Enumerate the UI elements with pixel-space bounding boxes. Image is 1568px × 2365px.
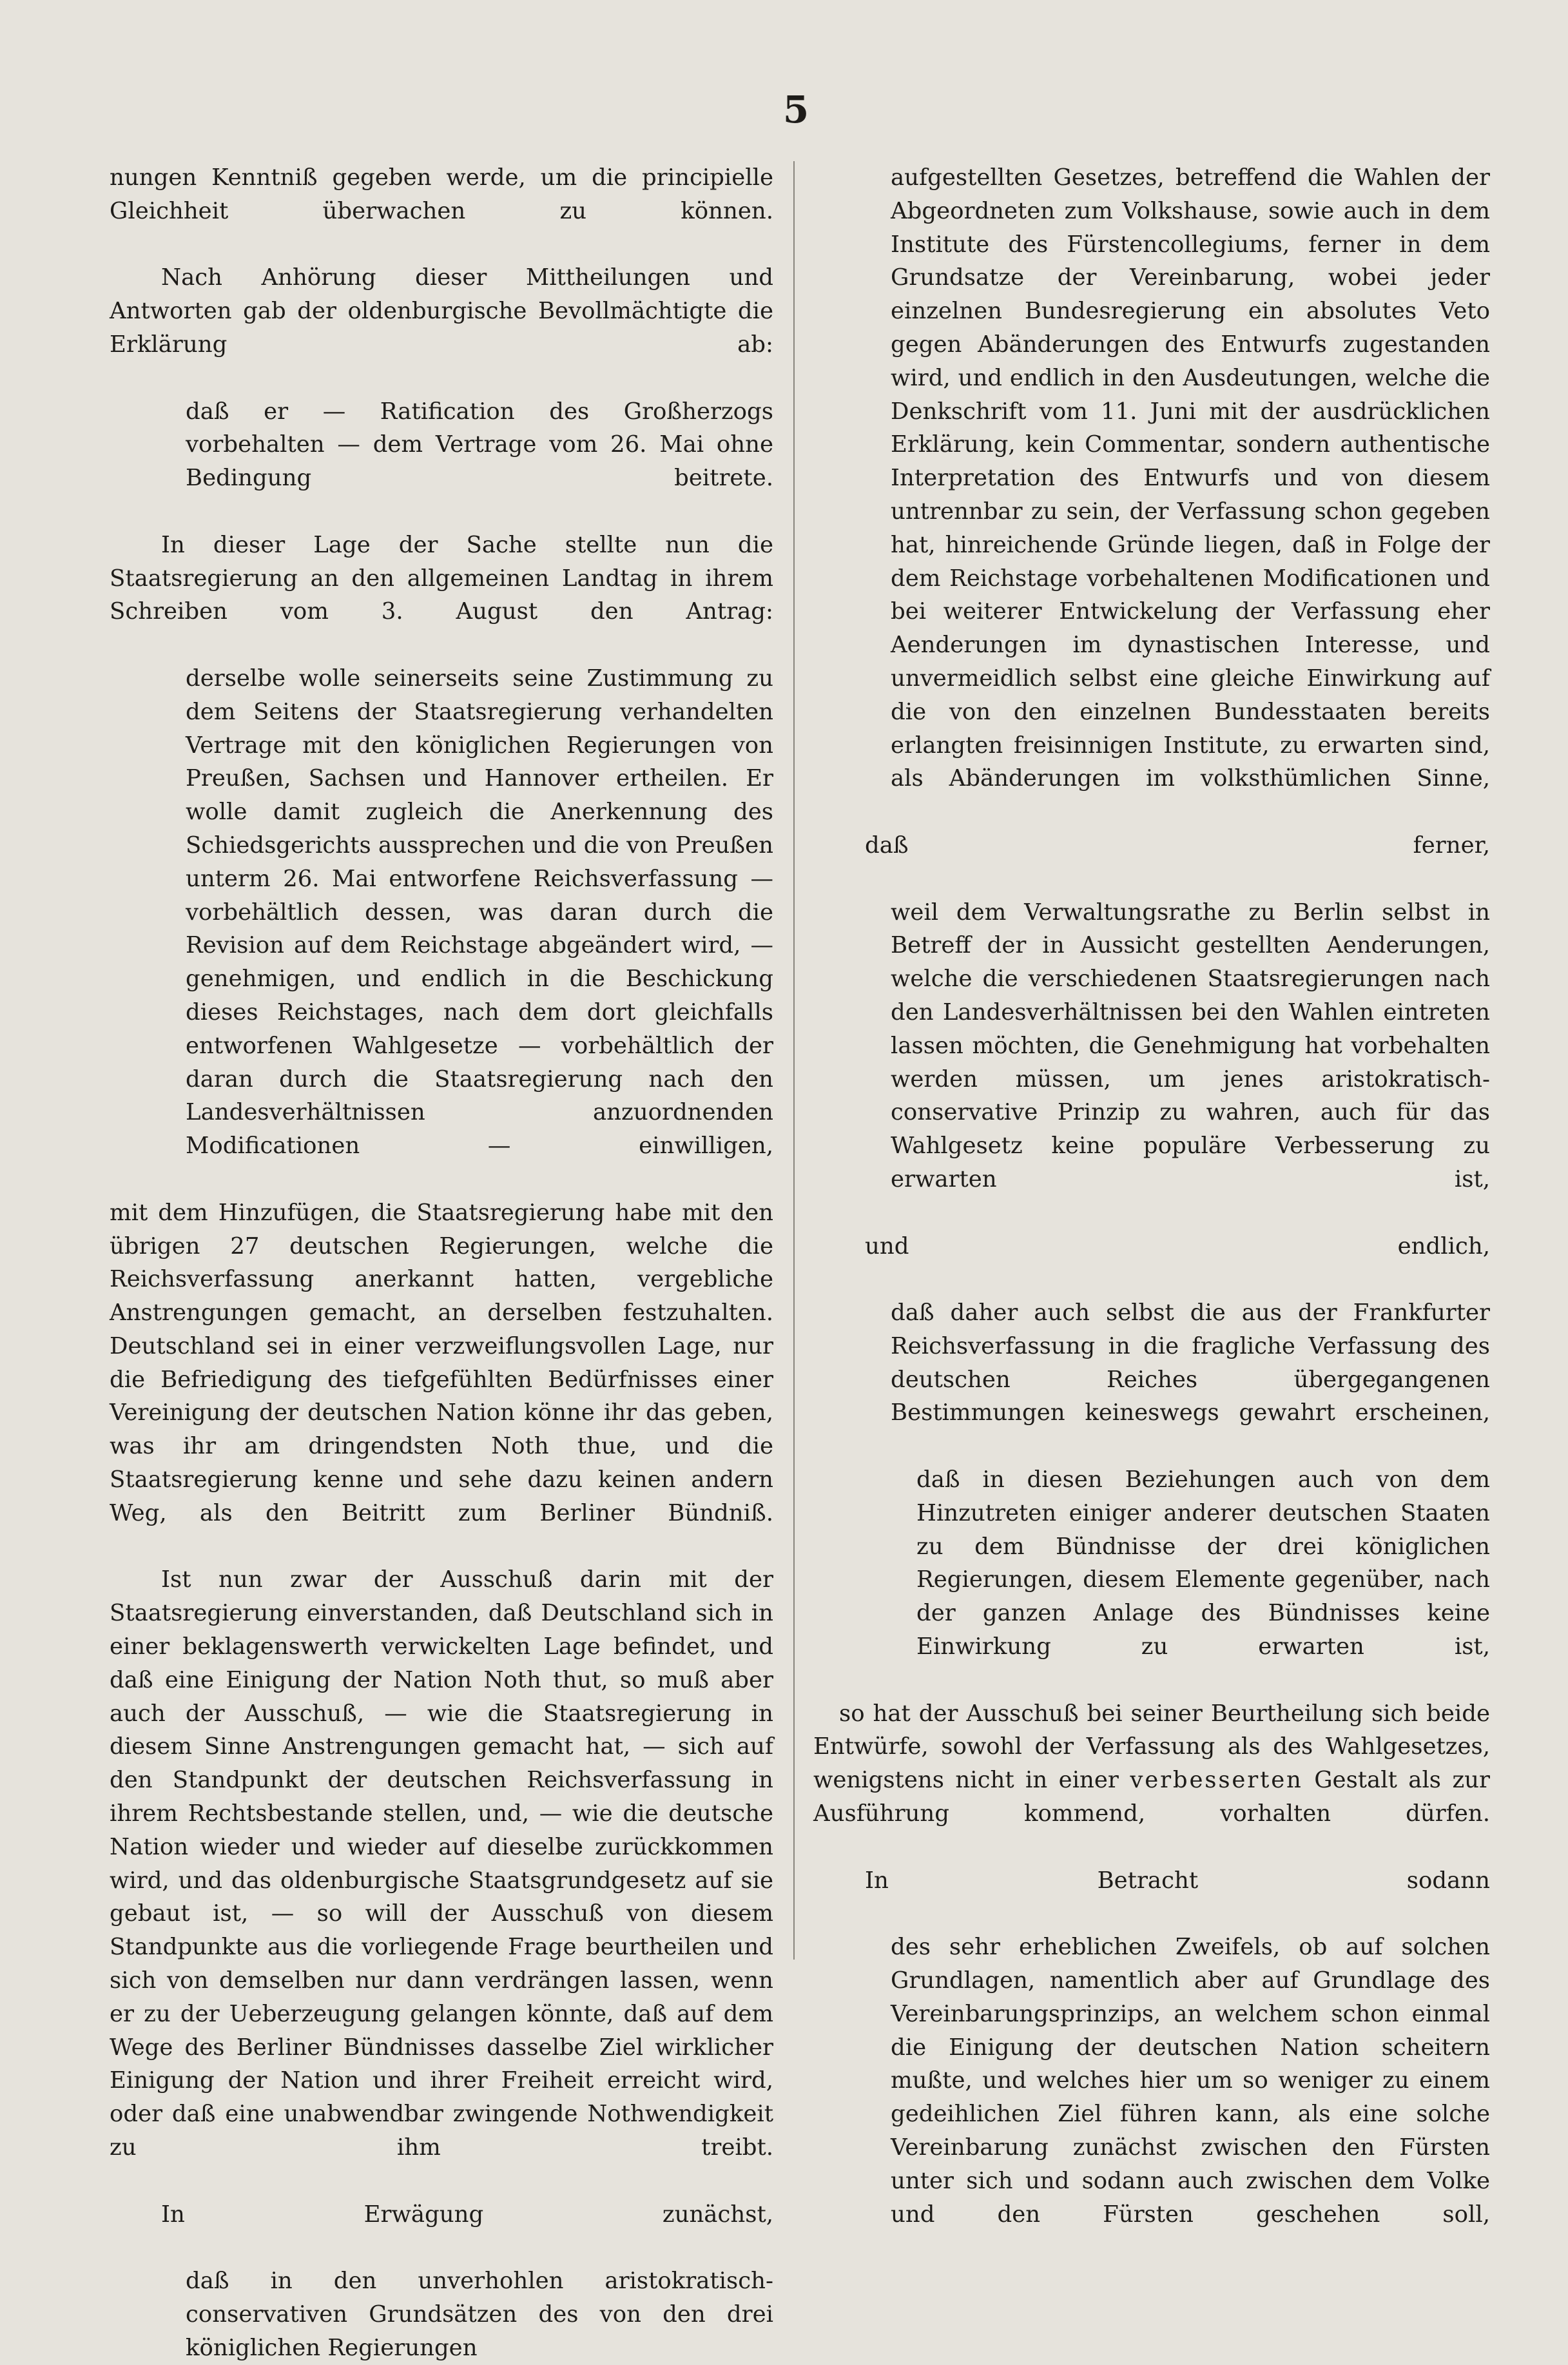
conclusion-text-a: so hat der Ausschuß bei seiner Beurtheilung sich beide Entwürfe, sowohl der Verfassung als des Wahlgesetzes, wenigstens nicht in einer	[813, 1700, 1490, 1794]
conclusion-paragraph	[813, 1697, 1490, 1864]
paragraph: des sehr erheblichen Zweifels, ob auf solchen Grundlagen, namentlich aber auf Grundlage des Vereinbarungsprinzips, an welchem schon einmal die Einigung der deutschen Nation scheitern mußte, und welches hier um so weniger zu einem gedeihlichen Ziel führen kann, als eine solche Vereinbarung zunächst zwischen den Fürsten unter sich und sodann auch zwischen dem Volke und den Fürsten geschehen soll,	[891, 1934, 1490, 2228]
paragraph: Nach Anhörung dieser Mittheilungen und Antworten gab der oldenburgische Bevollmächtigte die Erklärung ab:	[110, 264, 773, 358]
paragraph-heading: daß ferner,	[865, 832, 1490, 859]
paragraph-heading: In Erwägung zunächst,	[161, 2201, 773, 2228]
paragraph: In dieser Lage der Sache stellte nun die Staatsregierung an den allgemeinen Landtag in ihrem Schreiben vom 3. August den Antrag:	[110, 531, 773, 625]
paragraph: aufgestellten Gesetzes, betreffend die Wahlen der Abgeordneten zum Volkshause, sowie auch in dem Institute des Fürstencollegiums, ferner in dem Grundsatze der Vereinbarung, wobei jeder einzelnen Bundesregierung ein absolutes Veto gegen Abänderungen des Entwurfs zugestanden wird, und endlich in den Ausdeutungen, welche die Denkschrift vom 11. Juni mit der ausdrücklichen Erklärung, kein Commentar, sondern authentische Interpretation des Entwurfs und von diesem untrennbar zu sein, der Verfassung schon gegeben hat, hinreichende Gründe liegen, daß in Folge der dem Reichstage vorbehaltenen Modificationen und bei weiterer Entwickelung der Verfassung eher Aenderungen im dynastischen Interesse, und unvermeidlich selbst eine gleiche Einwirkung auf die von den einzelnen Bundesstaaten bereits erlangten freisinnigen Institute, zu erwarten sind, als Abänderungen im volksthümlichen Sinne,	[891, 164, 1490, 792]
paragraph: daß in diesen Beziehungen auch von dem Hinzutreten einiger anderer deutschen Staaten zu dem Bündnisse der drei königlichen Regierungen, diesem Elemente gegenüber, nach der ganzen Anlage des Bündnisses keine Einwirkung zu erwarten ist,	[916, 1466, 1490, 1660]
page-number: 5	[782, 88, 809, 131]
conclusion-text-b: Gestalt als zur Ausführung kommend, vorhalten dürfen.	[813, 1767, 1490, 1827]
paragraph: mit dem Hinzufügen, die Staatsregierung habe mit den übrigen 27 deutschen Regierungen, welche die Reichsverfassung anerkannt hatten, vergebliche Anstrengungen gemacht, an derselben festzuhalten. Deutschland sei in einer verzweiflungsvollen Lage, nur die Befriedigung des tiefgefühlten Bedürfnisses einer Vereinigung der deutschen Nation könne ihr das geben, was ihr am dringendsten Noth thue, und die Staatsregierung kenne und sehe dazu keinen andern Weg, als den Beitritt zum Berliner Bündniß.	[110, 1199, 773, 1526]
paragraph: daß daher auch selbst die aus der Frankfurter Reichsverfassung in die fragliche Verfassung des deutschen Reiches übergegangenen Bestimmungen keineswegs gewahrt erscheinen,	[891, 1299, 1490, 1426]
paragraph: nungen Kenntniß gegeben werde, um die principielle Gleichheit überwachen zu können.	[110, 164, 773, 224]
quoted-declaration: daß er — Ratification des Großherzogs vorbehalten — dem Vertrage vom 26. Mai ohne Bedingung beitrete.	[186, 398, 773, 492]
left-column	[110, 161, 773, 2365]
column-divider	[793, 161, 795, 1960]
paragraph: weil dem Verwaltungsrathe zu Berlin selbst in Betreff der in Aussicht gestellten Aenderungen, welche die verschiedenen Staatsregierungen nach den Landesverhältnissen bei den Wahlen eintreten lassen möchten, die Genehmigung hat vorbehalten werden müssen, um jenes aristokratisch-conservative Prinzip zu wahren, auch für das Wahlgesetz keine populäre Verbesserung zu erwarten ist,	[891, 899, 1490, 1192]
paragraph: daß in den unverhohlen aristokratisch-conservativen Grundsätzen des von den drei königlichen Regierungen	[186, 2268, 773, 2361]
paragraph-heading: und endlich,	[865, 1232, 1490, 1260]
paragraph-heading: In Betracht sodann	[865, 1867, 1490, 1894]
right-column	[813, 161, 1490, 2264]
emphasized-word: verbesserten	[1130, 1767, 1303, 1794]
paragraph: Ist nun zwar der Ausschuß darin mit der Staatsregierung einverstanden, daß Deutschland sich in einer beklagenswerth verwickelten Lage befindet, und daß eine Einigung der Nation Noth thut, so muß aber auch der Ausschuß, — wie die Staatsregierung in diesem Sinne Anstrengungen gemacht hat, — sich auf den Standpunkt der deutschen Reichsverfassung in ihrem Rechtsbestande stellen, und, — wie die deutsche Nation wieder und wieder auf dieselbe zurückkommen wird, und das oldenburgische Staatsgrundgesetz auf sie gebaut ist, — so will der Ausschuß von diesem Standpunkte aus die vorliegende Frage beurtheilen und sich von demselben nur dann verdrängen lassen, wenn er zu der Ueberzeugung gelangen könnte, daß auf dem Wege des Berliner Bündnisses dasselbe Ziel wirklicher Einigung der Nation und ihrer Freiheit erreicht wird, oder daß eine unabwendbar zwingende Nothwendigkeit zu ihm treibt.	[110, 1566, 773, 2161]
motion-text: derselbe wolle seinerseits seine Zustimmung zu dem Seitens der Staatsregierung verhandelten Vertrage mit den königlichen Regierungen von Preußen, Sachsen und Hannover ertheilen. Er wolle damit zugleich die Anerkennung des Schiedsgerichts aussprechen und die von Preußen unterm 26. Mai entworfene Reichsverfassung — vorbehältlich dessen, was daran durch die Revision auf dem Reichstage abgeändert wird, — genehmigen, und endlich in die Beschickung dieses Reichstages, nach dem dort gleichfalls entworfenen Wahlgesetze — vorbehältlich der daran durch die Staatsregierung nach den Landesverhältnissen anzuordnenden Modificationen — einwilligen,	[186, 665, 774, 1160]
